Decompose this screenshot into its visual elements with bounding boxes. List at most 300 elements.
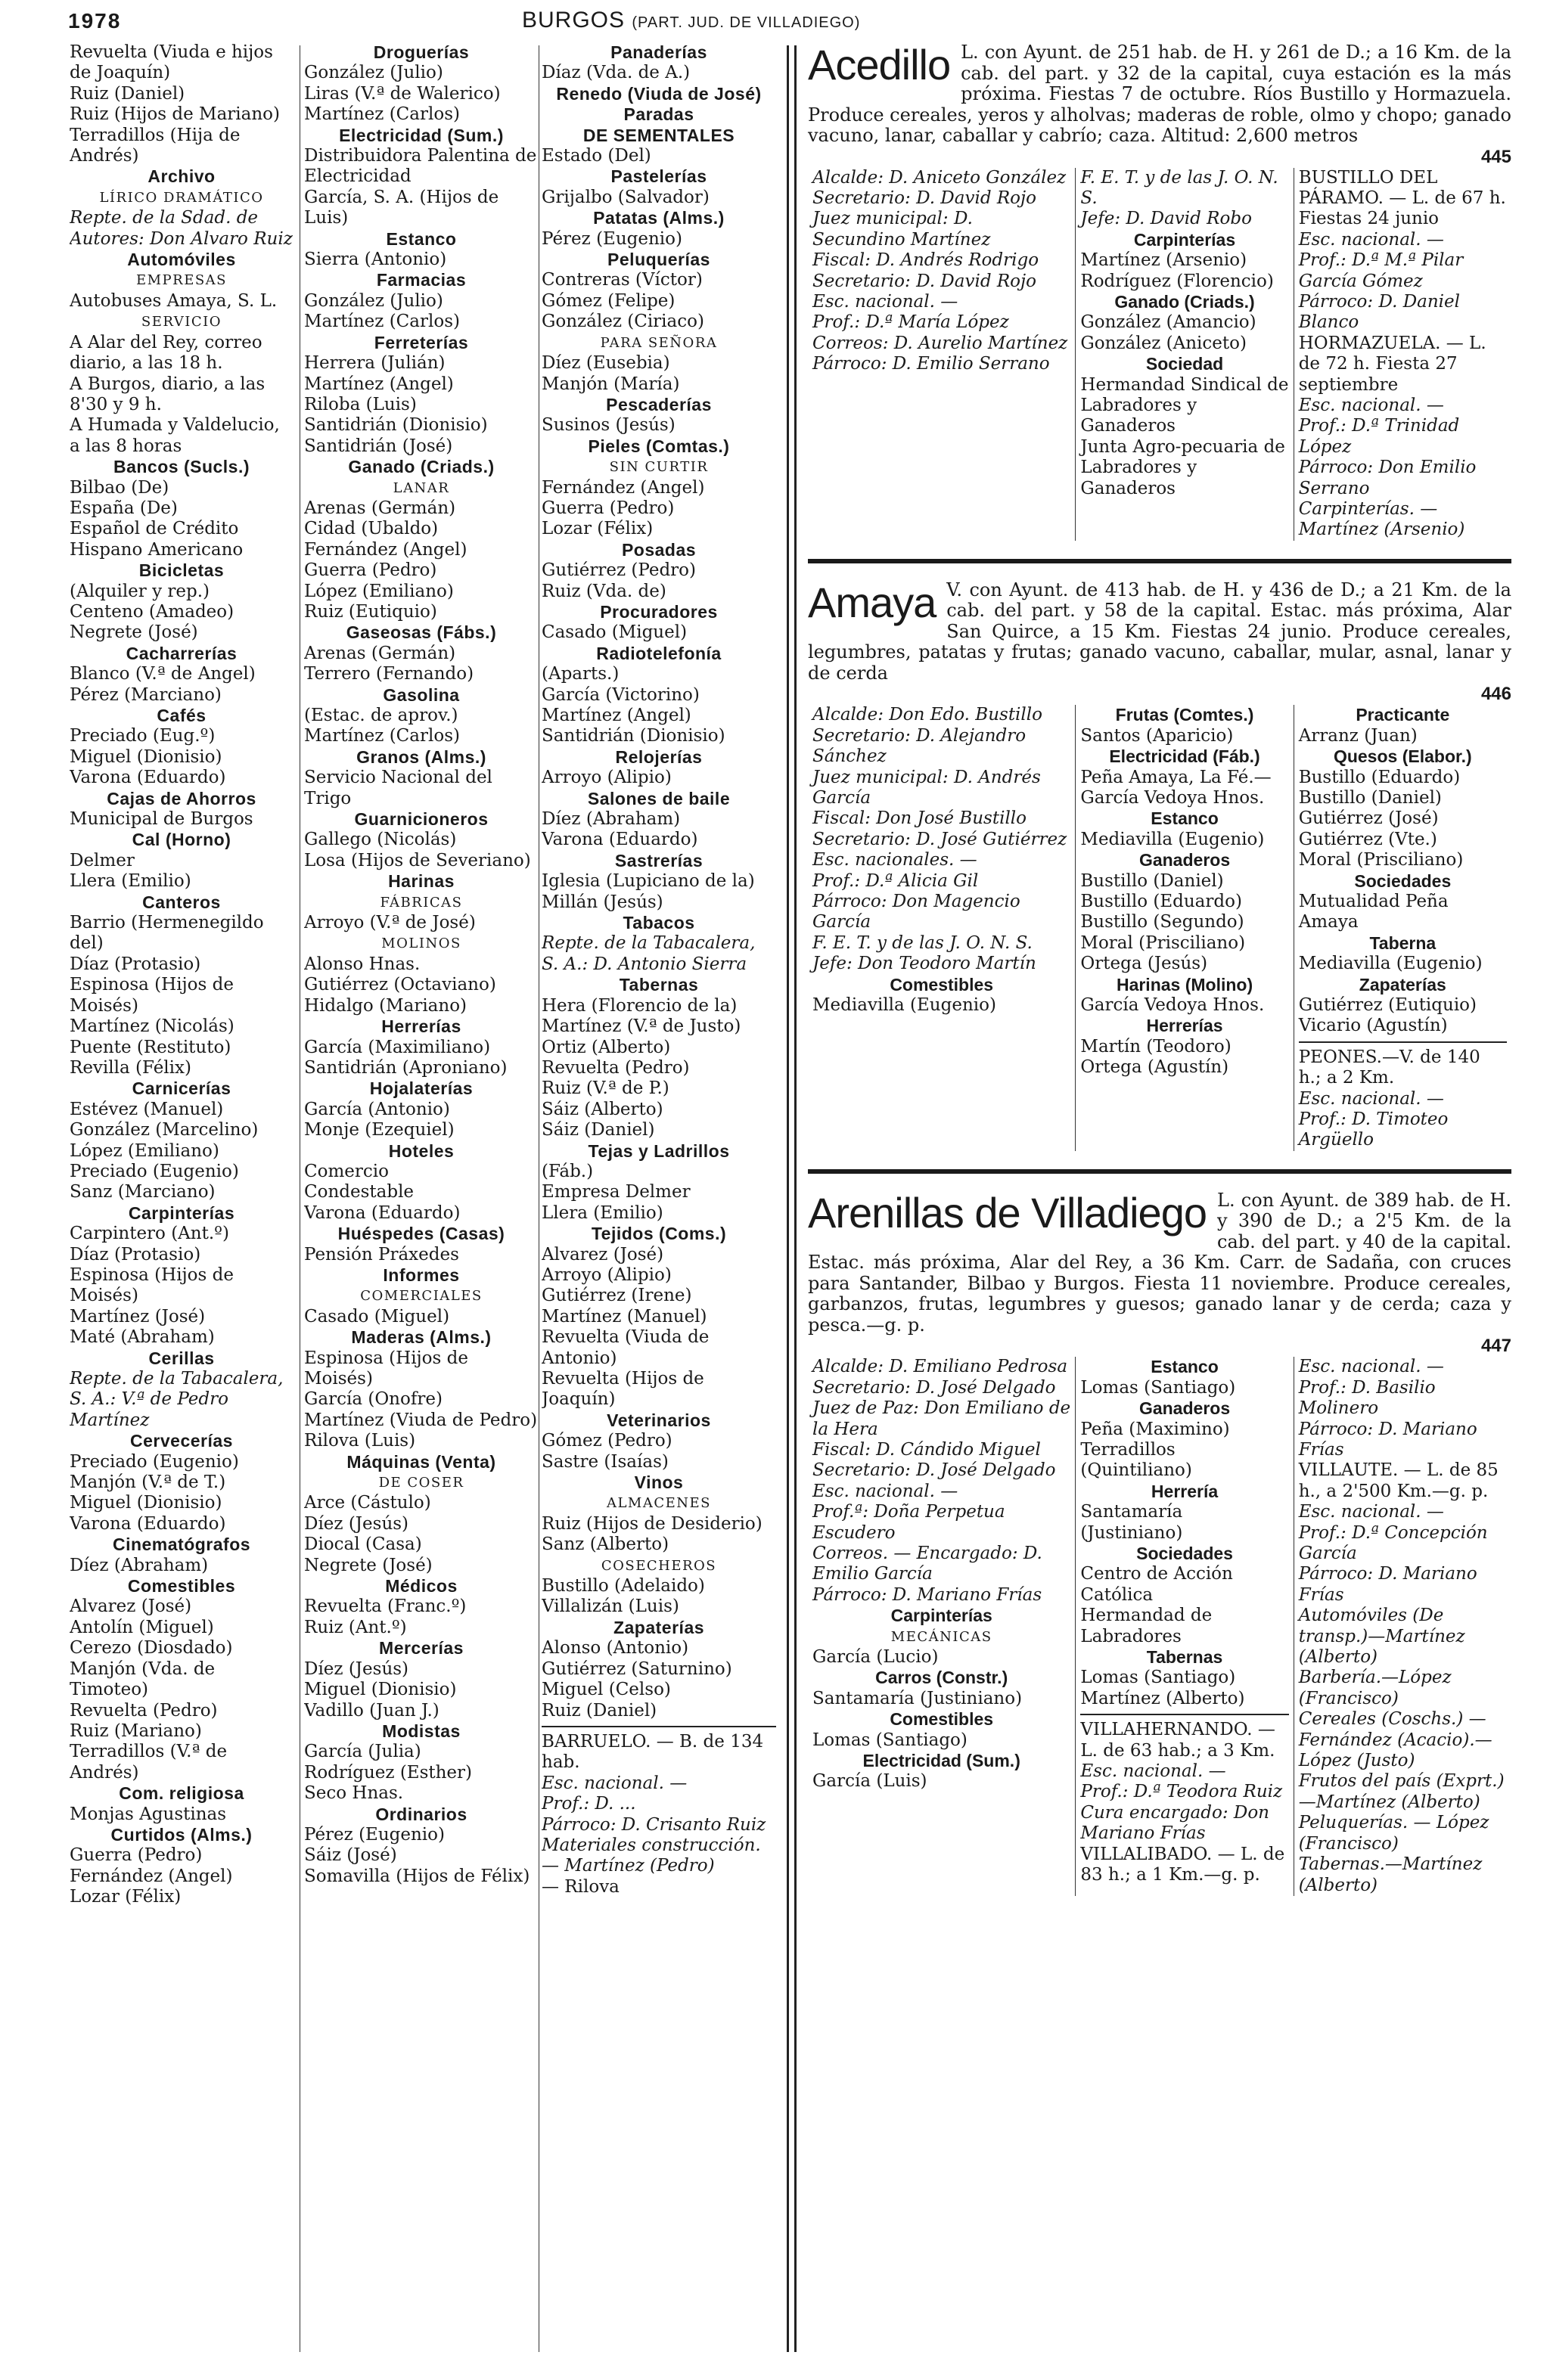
listing-entry: Manjón (María) [542, 374, 680, 394]
subcategory-heading: MECÁNICAS [890, 1628, 992, 1645]
official-entry: Párroco: Don Magencio García [812, 891, 1020, 932]
listing-entry: Ruiz (Eutiquio) [304, 601, 437, 622]
listing-entry: Terradillos (Hija de Andrés) [70, 125, 241, 166]
town-entry [808, 580, 1511, 1151]
listing-entry: Díez (Jesús) [304, 1513, 409, 1534]
listing-entry: Gómez (Pedro) [542, 1431, 672, 1451]
category-heading: Patatas (Alms.) [593, 208, 725, 228]
listing-entry: BARRUELO. — B. de 134 hab. [542, 1731, 764, 1773]
page-title: BURGOS (PART. JUD. DE VILLADIEGO) [522, 8, 861, 33]
listing-entry: López (Emiliano) [70, 1140, 219, 1161]
town-entry [808, 1190, 1511, 1896]
category-heading: Cerillas [148, 1348, 215, 1368]
listing-entry: Centro de Acción Católica [1080, 1564, 1233, 1605]
listing-entry: Monjas Agustinas [70, 1804, 227, 1824]
listing-entry: Ortega (Jesús) [1080, 954, 1208, 974]
listing-entry: Centeno (Amadeo) [70, 601, 235, 622]
official-entry: Secretario: D. David Rojo [812, 188, 1036, 208]
listing-entry: Cidad (Ubaldo) [304, 519, 439, 539]
listing-entry: Pérez (Marciano) [70, 684, 222, 705]
listing-entry: Gómez (Felipe) [542, 290, 676, 311]
category-heading: Renedo (Viuda de José) [556, 83, 762, 104]
listing-entry: Pérez (Eugenio) [542, 228, 682, 249]
listing-entry: Varona (Eduardo) [542, 830, 698, 850]
listing-entry: A Burgos, diario, a las 8'30 y 9 h. [70, 374, 266, 414]
town-number: 446 [1480, 684, 1511, 705]
category-heading: Radiotelefonía [596, 643, 722, 663]
listing-entry: Fernández (Angel) [542, 477, 705, 498]
listing-entry: Sáiz (Alberto) [542, 1099, 663, 1119]
category-heading: Electricidad (Sum.) [339, 125, 504, 145]
category-heading: Ganado (Criads.) [1114, 291, 1255, 312]
town-listing-column [1075, 1357, 1293, 1896]
listing-entry: Ortiz (Alberto) [542, 1037, 671, 1057]
listing-entry: González (Ciriaco) [542, 312, 704, 332]
town-description: V. con Ayunt. de 413 hab. de H. y 436 de D.; a 21 Km. de la cab. del part. y 58 de la capital. Estac. más próxima, Alar San Quirce, a 15 Km. Fiestas 24 junio. Produce cereales, legumbres, patatas y frutas; ganado vacuno, caballar, mular, asnal, lanar y de cerda [808, 579, 1511, 684]
official-entry: Párroco: D. Daniel Blanco [1298, 291, 1460, 333]
listing-entry: España (De) [70, 498, 178, 518]
listing-entry: Martín (Teodoro) [1080, 1036, 1232, 1057]
directory-column-1 [70, 42, 294, 2357]
listing-entry: García (Maximiliano) [304, 1037, 491, 1057]
listing-entry: Ruiz (Mariano) [70, 1721, 202, 1741]
listing-entry: Manjón (Vda. de Timoteo) [70, 1659, 216, 1700]
town-listing-column [808, 1357, 1075, 1896]
town-name: Arenillas de Villadiego [808, 1188, 1207, 1237]
listing-entry: Mediavilla (Eugenio) [1298, 954, 1483, 974]
category-heading: Taberna [1369, 932, 1437, 953]
listing-entry: García, S. A. (Hijos de Luis) [304, 187, 499, 228]
listing-entry: Revuelta (Viuda e hijos de Joaquín) [70, 42, 273, 83]
listing-entry: Casado (Miguel) [304, 1306, 450, 1327]
subcategory-heading: SERVICIO [141, 314, 222, 330]
listing-entry: Guerra (Pedro) [304, 560, 437, 581]
page-year: 1978 [68, 9, 122, 33]
listing-entry: Martínez (Carlos) [304, 104, 460, 125]
category-heading: Quesos (Elabor.) [1333, 746, 1472, 767]
official-entry: Carpinterías. — Martínez (Arsenio) [1298, 499, 1465, 540]
listing-entry: Condestable [304, 1182, 415, 1202]
listing-entry: Díez (Abraham) [70, 1555, 209, 1575]
listing-entry: Santamaría (Justiniano) [812, 1688, 1023, 1708]
listing-entry: Rilova (Luis) [304, 1431, 416, 1451]
listing-entry: González (Amancio) [1080, 312, 1256, 333]
category-heading: Comestibles [127, 1576, 236, 1596]
category-heading: Cajas de Ahorros [107, 788, 256, 808]
listing-entry: BUSTILLO DEL PÁRAMO. — L. de 67 h. Fiestas 24 junio [1298, 167, 1506, 229]
category-heading: Comestibles [890, 974, 994, 995]
official-entry: Materiales construcción. — Martínez (Pedro) [542, 1835, 761, 1876]
category-heading: Cacharrerías [126, 643, 238, 663]
category-heading: Com. religiosa [119, 1783, 244, 1804]
official-entry: Párroco: D. Mariano Frías [1298, 1419, 1477, 1460]
official-entry: Párroco: D. Mariano Frías [1298, 1564, 1477, 1605]
listing-entry: Ruiz (V.ª de P.) [542, 1078, 669, 1099]
listing-entry: Arenas (Germán) [304, 498, 456, 518]
listing-entry: Peña Amaya, La Fé.—García Vedoya Hnos. [1080, 767, 1272, 808]
listing-entry: Martínez (Angel) [304, 374, 454, 394]
category-heading: DE SEMENTALES [582, 125, 735, 145]
official-entry: Prof.: D.ª María López [812, 312, 1009, 333]
listing-entry: Miguel (Celso) [542, 1680, 671, 1700]
listing-entry: HORMAZUELA. — L. de 72 h. Fiesta 27 septiembre [1298, 333, 1486, 395]
subcategory-heading: MOLINOS [381, 936, 461, 952]
category-heading: Ganado (Criads.) [348, 457, 495, 477]
category-heading: Herrerías [381, 1016, 461, 1037]
listing-entry: Alvarez (José) [70, 1596, 192, 1617]
official-entry: Alcalde: D. Emiliano Pedrosa [812, 1357, 1068, 1377]
official-entry: Esc. nacional. — [1298, 1357, 1444, 1377]
separator-rule [542, 1726, 776, 1727]
category-heading: Salones de baile [587, 788, 731, 808]
category-heading: Practicante [1356, 705, 1450, 725]
listing-entry: Gutiérrez (Pedro) [542, 560, 696, 581]
page-subtitle: (PART. JUD. DE VILLADIEGO) [632, 14, 861, 31]
listing-entry: Alvarez (José) [542, 1244, 664, 1264]
listing-entry: García (Luis) [812, 1771, 927, 1792]
listing-entry: Ruiz (Ant.º) [304, 1617, 407, 1637]
listing-entry: Miguel (Dionisio) [70, 746, 222, 767]
listing-entry: Revuelta (Pedro) [70, 1700, 218, 1721]
listing-entry: Ruiz (Hijos de Mariano) [70, 104, 280, 125]
category-heading: Tabacos [623, 913, 695, 933]
official-entry: Secretario: D. José Delgado [812, 1377, 1056, 1398]
listing-entry: Comercio [304, 1161, 389, 1181]
listing-entry: Preciado (Eugenio) [70, 1451, 239, 1472]
listing-entry: Negrete (José) [304, 1555, 433, 1575]
listing-entry: Revuelta (Pedro) [542, 1057, 690, 1078]
listing-entry: Liras (V.ª de Walerico) [304, 83, 501, 104]
listing-entry: Martínez (V.ª de Justo) [542, 1016, 741, 1037]
category-heading: Canteros [142, 892, 221, 912]
listing-entry: Gutiérrez (Octaviano) [304, 975, 496, 995]
town-listing-column [1294, 705, 1511, 1151]
official-entry: Esc. nacional. — [1298, 395, 1444, 415]
category-heading: Procuradores [600, 601, 718, 622]
official-entry: Fiscal: D. Cándido Miguel [812, 1439, 1041, 1460]
separator-rule [1080, 1714, 1288, 1715]
official-entry: Alcalde: D. Aniceto González [812, 167, 1067, 188]
listing-entry: García (Onofre) [304, 1389, 443, 1410]
official-entry: Repte. de la Sdad. de Autores: Don Alvaro Ruiz [70, 208, 293, 249]
official-entry: Peluquerías. — López (Francisco) [1298, 1813, 1489, 1854]
category-heading: Ganaderos [1138, 1398, 1231, 1419]
listing-entry: Lomas (Santiago) [1080, 1668, 1236, 1688]
official-entry: Esc. nacionales. — [812, 850, 977, 870]
listing-entry: Autobuses Amaya, S. L. [70, 290, 278, 311]
official-entry: Jefe: D. David Robo [1080, 209, 1252, 229]
subcategory-heading: LANAR [393, 479, 450, 496]
subcategory-heading: FÁBRICAS [380, 894, 463, 911]
listing-entry: Santos (Aparicio) [1080, 725, 1234, 746]
listing-entry: Sastre (Isaías) [542, 1451, 669, 1472]
official-entry: Párroco: D. Emilio Serrano [812, 354, 1050, 374]
official-entry: F. E. T. y de las J. O. N. S. [1080, 167, 1278, 208]
listing-entry: Gutiérrez (Eutiquio) [1298, 995, 1477, 1015]
listing-entry: Martínez (Angel) [542, 706, 691, 725]
official-entry: Automóviles (De transp.)—Martínez (Alberto) [1298, 1606, 1465, 1668]
official-entry: Cereales (Coschs.) — Fernández (Acacio).—López (Justo) [1298, 1709, 1492, 1771]
official-entry: Alcalde: Don Edo. Bustillo [812, 705, 1042, 725]
category-heading: Archivo [148, 166, 216, 187]
category-heading: Granos (Alms.) [356, 746, 486, 767]
category-heading: Veterinarios [607, 1410, 711, 1430]
listing-entry: Bustillo (Eduardo) [1080, 891, 1242, 911]
category-heading: Sastrerías [614, 850, 704, 870]
category-heading: Médicos [385, 1576, 458, 1596]
listing-entry: Hera (Florencio de la) [542, 995, 738, 1016]
listing-entry: Estado (Del) [542, 146, 651, 166]
listing-entry: Arce (Cástulo) [304, 1493, 431, 1513]
listing-entry: Martínez (Viuda de Pedro) [304, 1410, 538, 1430]
listing-entry: Sierra (Antonio) [304, 250, 447, 270]
listing-entry: Ortega (Agustín) [1080, 1057, 1229, 1078]
listing-entry: Contreras (Víctor) [542, 270, 703, 290]
listing-entry: Pérez (Eugenio) [304, 1824, 445, 1845]
listing-entry: Miguel (Dionisio) [304, 1680, 457, 1700]
category-heading: Zapaterías [613, 1617, 705, 1637]
listing-entry: Fernández (Angel) [70, 1866, 233, 1886]
listing-entry: Iglesia (Lupiciano de la) [542, 871, 755, 892]
category-heading: Panaderías [610, 42, 707, 62]
subcategory-heading: EMPRESAS [135, 272, 228, 289]
official-entry: Prof.: D. Timoteo Argüello [1298, 1109, 1449, 1150]
listing-entry: Moral (Prisciliano) [1080, 932, 1246, 953]
listing-entry: Carpintero (Ant.º) [70, 1224, 229, 1244]
town-name: Acedillo [808, 41, 951, 88]
category-heading: Estanco [386, 228, 457, 249]
listing-entry: Terradillos (V.ª de Andrés) [70, 1742, 228, 1783]
subcategory-heading: LÍRICO DRAMÁTICO [99, 189, 264, 206]
category-heading: Hoteles [388, 1140, 455, 1161]
official-entry: Esc. nacional. — [1298, 229, 1444, 250]
listing-entry: González (Julio) [304, 290, 443, 311]
official-entry: Correos: D. Aurelio Martínez [812, 333, 1068, 353]
town-entry [808, 42, 1511, 541]
subcategory-heading: COMERCIALES [360, 1288, 483, 1305]
listing-entry: Lomas (Santiago) [1080, 1377, 1236, 1398]
listing-entry: Manjón (V.ª de T.) [70, 1472, 226, 1493]
listing-entry: Servicio Nacional del Trigo [304, 768, 492, 808]
listing-entry: Martínez (Carlos) [304, 726, 460, 746]
official-entry: Párroco: Don Emilio Serrano [1298, 458, 1477, 498]
official-entry: Secretario: D. Alejandro Sánchez [812, 725, 1027, 767]
listing-entry: Mediavilla (Eugenio) [812, 995, 996, 1015]
subcategory-heading: ALMACENES [606, 1495, 711, 1512]
official-entry: Repte. de la Tabacalera, S. A.: D. Antonio Sierra [542, 933, 756, 974]
listing-entry: García (Victorino) [542, 684, 700, 705]
subcategory-heading: PARA SEÑORA [600, 334, 718, 351]
town-description: L. con Ayunt. de 389 hab. de H. y 390 de D.; a 2'5 Km. de la cab. del part. y 40 de la capital. Estac. más próxima, Alar del Rey, a 36 Km. Carr. de Sadaña, con cruces para Santander, Bilbao y Burgos. Fiesta 11 noviembre. Produce cereales, garbanzos, frutas, legumbres y guesos; ganado lanar y de cerda; caza y pesca.—g. p. [808, 1189, 1511, 1336]
category-heading: Cafés [157, 706, 207, 725]
listing-entry: García (Antonio) [304, 1099, 450, 1119]
listing-entry: Revuelta (Hijos de Joaquín) [542, 1369, 704, 1410]
category-heading: Frutas (Comtes.) [1115, 705, 1254, 725]
category-heading: Electricidad (Sum.) [862, 1751, 1020, 1771]
official-entry: Cura encargado: Don Mariano Frías [1080, 1802, 1269, 1844]
category-heading: Carros (Constr.) [875, 1668, 1008, 1688]
listing-entry: (Aparts.) [542, 664, 620, 684]
listing-entry: Revuelta (Franc.º) [304, 1596, 467, 1617]
category-heading: Harinas (Molino) [1116, 974, 1253, 995]
listing-entry: Municipal de Burgos [70, 809, 253, 830]
listing-entry: Sanz (Alberto) [542, 1534, 669, 1555]
official-entry: Esc. nacional. — [542, 1773, 688, 1793]
category-heading: Ferreterías [374, 332, 469, 352]
listing-entry: Fernández (Angel) [304, 539, 467, 560]
listing-entry: González (Marcelino) [70, 1120, 259, 1140]
section-divider [787, 45, 789, 2352]
official-entry: Prof.ª: Doña Perpetua Escudero [812, 1502, 1005, 1543]
listing-entry: Millán (Jesús) [542, 892, 663, 912]
listing-entry: Peña (Maximino) [1080, 1419, 1230, 1439]
listing-entry: García (Julia) [304, 1742, 421, 1762]
listing-entry: Antolín (Miguel) [70, 1617, 214, 1637]
official-entry: Prof.: D.ª Teodora Ruiz [1080, 1782, 1283, 1802]
listing-entry: González (Aniceto) [1080, 333, 1247, 353]
subcategory-heading: DE COSER [378, 1475, 464, 1491]
official-entry: Esc. nacional. — [1080, 1761, 1226, 1782]
listing-entry: González (Julio) [304, 63, 443, 83]
listing-entry: Santamaría (Justiniano) [1080, 1502, 1183, 1543]
category-heading: Estanco [1151, 1357, 1219, 1377]
listing-entry: Susinos (Jesús) [542, 415, 676, 436]
town-separator-rule [808, 559, 1511, 563]
listing-entry: Díaz (Protasio) [70, 1244, 201, 1264]
category-heading: Droguerías [373, 42, 470, 62]
town-listing-columns [808, 1357, 1511, 1896]
official-entry: Prof.: D.ª Alicia Gil [812, 870, 979, 891]
listing-entry: Hermandad de Labradores [1080, 1606, 1213, 1646]
category-heading: Paradas [623, 104, 694, 125]
official-entry: Prof.: D. Basilio Molinero [1298, 1377, 1436, 1419]
category-heading: Ganaderos [1138, 850, 1231, 870]
listing-entry: Rodríguez (Florencio) [1080, 271, 1274, 291]
category-heading: Huéspedes (Casas) [337, 1224, 505, 1244]
town-listing-column [808, 168, 1075, 541]
listing-entry: Cerezo (Diosdado) [70, 1638, 233, 1659]
category-heading: Gasolina [383, 684, 460, 705]
listing-entry: Ruiz (Daniel) [70, 83, 185, 104]
listing-entry: Díez (Eusebia) [542, 353, 670, 374]
listing-entry: Bustillo (Daniel) [1298, 787, 1442, 808]
category-heading: Modistas [382, 1721, 461, 1741]
listing-entry: Díaz (Vda. de A.) [542, 63, 691, 83]
official-entry: F. E. T. y de las J. O. N. S. [812, 932, 1033, 953]
town-listing-column [1294, 168, 1511, 541]
listing-entry: Mutualidad Peña Amaya [1298, 891, 1449, 932]
listing-entry: Arroyo (Alipio) [542, 1264, 672, 1285]
listing-entry: Terradillos (Quintiliano) [1080, 1439, 1192, 1481]
category-heading: Automóviles [127, 250, 236, 270]
listing-entry: Hermandad Sindical de Labradores y Ganaderos [1080, 374, 1289, 436]
official-entry: Repte. de la Tabacalera, S. A.: V.ª de Pedro Martínez [70, 1369, 284, 1430]
listing-entry: Junta Agro-pecuaria de Labradores y Ganaderos [1080, 436, 1285, 498]
official-entry: Esc. nacional. — [1298, 1502, 1444, 1522]
category-heading: Peluquerías [607, 250, 710, 270]
listing-entry: Díaz (Protasio) [70, 954, 201, 974]
listing-entry: Blanco (V.ª de Angel) [70, 664, 256, 684]
listing-entry: — Rilova [542, 1876, 620, 1897]
category-heading: Pescaderías [606, 394, 712, 414]
listing-entry: Gallego (Nicolás) [304, 830, 457, 850]
category-heading: Pieles (Comtas.) [588, 436, 730, 456]
listing-entry: Santidrián (Dionisio) [542, 726, 725, 746]
listing-entry: Gutiérrez (Saturnino) [542, 1659, 732, 1679]
category-heading: Farmacias [376, 270, 467, 290]
listing-entry: Ruiz (Vda. de) [542, 581, 666, 601]
listing-entry: Bustillo (Daniel) [1080, 870, 1224, 891]
listing-entry: Guerra (Pedro) [70, 1845, 203, 1866]
listing-entry: Moral (Prisciliano) [1298, 850, 1464, 870]
official-entry: Esc. nacional. — [1298, 1088, 1444, 1109]
listing-entry: Vicario (Agustín) [1298, 1016, 1448, 1036]
town-separator-rule [808, 1169, 1511, 1174]
official-entry: Fiscal: D. Andrés Rodrigo [812, 250, 1039, 271]
listing-entry: VILLALIBADO. — L. de 83 h.; a 1 Km.—g. p. [1080, 1844, 1285, 1885]
listing-entry: Varona (Eduardo) [70, 1513, 226, 1534]
official-entry: Secretario: D. José Delgado [812, 1460, 1056, 1481]
listing-entry: Barrio (Hermenegildo del) [70, 913, 264, 954]
town-number: 447 [1480, 1336, 1511, 1357]
listing-entry: Terrero (Fernando) [304, 664, 474, 684]
official-entry: Barbería.—López (Francisco) [1298, 1668, 1452, 1708]
category-heading: Guarnicioneros [354, 809, 489, 830]
listing-entry: Espinosa (Hijos de Moisés) [304, 1348, 468, 1389]
listing-entry: Hidalgo (Mariano) [304, 995, 467, 1016]
listing-entry: Villalizán (Luis) [542, 1596, 679, 1617]
official-entry: Secretario: D. José Gutiérrez [812, 829, 1067, 849]
category-heading: Sociedades [1354, 870, 1452, 891]
listing-entry: Díez (Jesús) [304, 1659, 409, 1679]
category-heading: Tejidos (Coms.) [591, 1224, 727, 1244]
town-listing-column [1075, 705, 1293, 1151]
official-entry: Prof.: D.ª Trinidad López [1298, 416, 1460, 457]
listing-entry: Bilbao (De) [70, 477, 169, 498]
town-name: Amaya [808, 578, 936, 626]
category-heading: Cinematógrafos [112, 1534, 251, 1555]
category-heading: Ordinarios [375, 1804, 467, 1824]
listing-entry: (Estac. de aprov.) [304, 706, 458, 725]
category-heading: Electricidad (Fáb.) [1109, 746, 1260, 767]
listing-entry: Martínez (Carlos) [304, 312, 460, 332]
category-heading: Tejas y Ladrillos [588, 1140, 730, 1161]
listing-entry: Casado (Miguel) [542, 622, 688, 643]
official-entry: Esc. nacional. — [812, 1481, 958, 1501]
listing-entry: Arenas (Germán) [304, 643, 456, 663]
listing-entry: López (Emiliano) [304, 581, 454, 601]
category-heading: Maderas (Alms.) [351, 1327, 492, 1348]
category-heading: Vinos [634, 1472, 684, 1493]
listing-entry: PEONES.—V. de 140 h.; a 2 Km. [1298, 1047, 1480, 1088]
category-heading: Bancos (Sucls.) [113, 457, 250, 477]
listing-entry: García Vedoya Hnos. [1080, 995, 1265, 1015]
listing-entry: Espinosa (Hijos de Moisés) [70, 1264, 234, 1306]
listing-entry: Gutiérrez (Vte.) [1298, 829, 1437, 849]
listing-entry: Santidrián (José) [304, 436, 453, 456]
official-entry: Párroco: D. Mariano Frías [812, 1584, 1042, 1605]
town-listing-columns [808, 168, 1511, 541]
category-heading: Harinas [388, 871, 455, 892]
official-entry: Prof.: D.ª Concepción García [1298, 1522, 1488, 1563]
listing-entry: Gutiérrez (Irene) [542, 1286, 692, 1306]
category-heading: Zapaterías [1359, 974, 1446, 995]
listing-entry: Maté (Abraham) [70, 1327, 215, 1348]
town-listing-column [808, 705, 1075, 1151]
listing-entry: Lomas (Santiago) [812, 1730, 968, 1750]
listing-entry: (Fáb.) [542, 1161, 594, 1181]
official-entry: Juez de Paz: Don Emiliano de la Hera [812, 1398, 1071, 1439]
